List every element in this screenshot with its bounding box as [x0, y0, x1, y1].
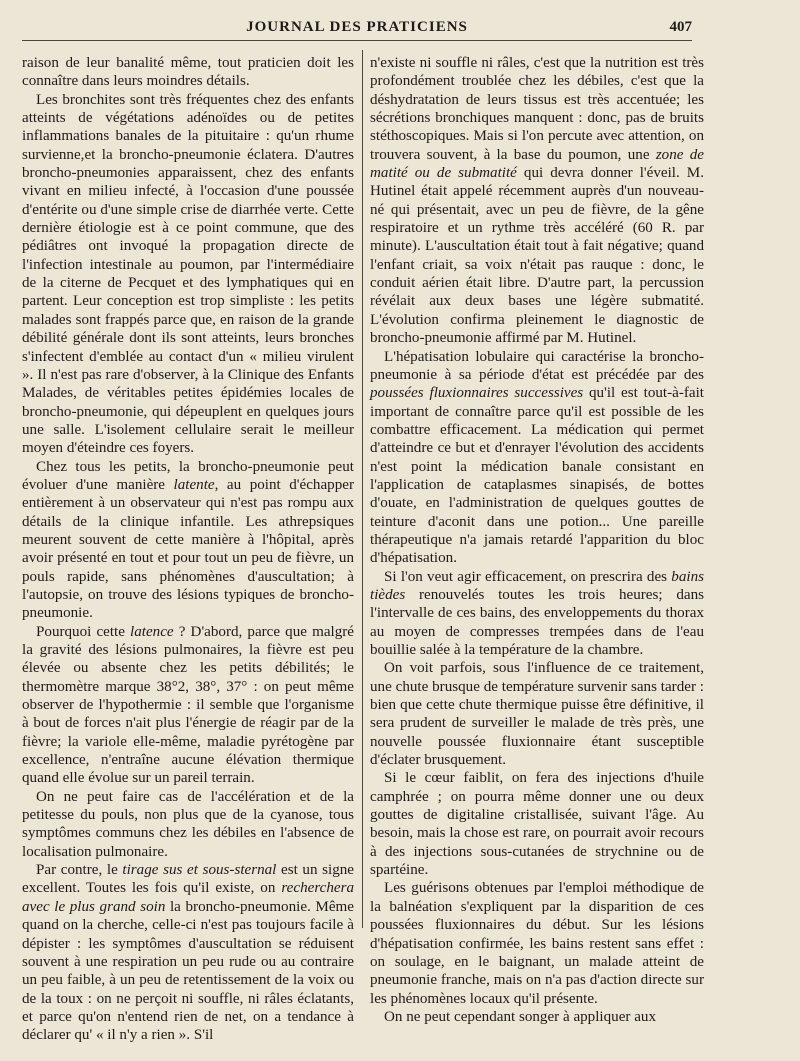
running-header — [22, 14, 692, 41]
text-run: L'hépatisation lobulaire qui caractérise la broncho-pneumonie à sa période d'état est précédée par des — [370, 348, 704, 383]
text-run: , au point d'échapper entièrement à un observateur qui n'est pas rompu aux détails de la clinique infantile. Les athrepsiques meurent souvent de cette manière à l'hôpital, après avoir présenté en tout et pour tout un peu de fièvre, un pouls rapide, sans phénomènes d'auscultation; à l'autopsie, on trouve des lésions typiques de broncho-pneumonie. — [22, 476, 354, 622]
italic-term: poussées fluxionnaires successives — [370, 385, 584, 402]
paragraph — [22, 458, 354, 623]
italic-term: latence — [130, 623, 174, 640]
paragraph: Les guérisons obtenues par l'emploi méthodique de la balnéation s'expliquent par la disparition de ces poussées fluxionnaires du début. Sur les lésions d'hépatisation confirmée, les bains restent sans effet : on soulage, en le baignant, un malade atteint de pneumonie franche, mais on n'a pas d'action directe sur les phénomènes locaux qu'il présente. — [370, 880, 704, 1007]
text-run: n'existe ni souffle ni râles, c'est que la nutrition est très profondément troublée chez les débiles, c'est que la déshydratation de leurs tissus est très accentuée; les sécrétions bronchiques manquent : donc, pas de bruits stéthoscopiques. Mais si l'on percute avec attention, on trouvera souvent, à la base du poumon, une — [370, 55, 704, 163]
text-run: Par contre, le — [36, 862, 123, 879]
paragraph: raison de leur banalité même, tout praticien doit les connaître dans leurs moindres détails. — [22, 55, 354, 90]
text-run: qu'il est tout-à-fait important de connaître parce qu'il est possible de les combattre efficacement. La médication qui permet d'atteindre ce but et d'enrayer l'évolution des accidents n'est point la médication banale consistant en l'application de cataplasmes sinapisés, de bottes d'ouate, en l'administration de quelques gouttes de teinture d'aconit dans une potion... Une pareille thérapeutique n'a jamais retardé l'apparition du bloc d'hépatisation. — [370, 385, 704, 567]
text-run: qui devra donner l'éveil. M. Hutinel était appelé récemment auprès d'un nouveau-né qui présentait, avec un peu de fièvre, de la gêne respiratoire et un rythme très accéléré (60 R. par minute). L'auscultation était tout à fait négative; quand l'enfant criait, sa voix n'était pas rauque : donc, le conduit aérien était libre. D'autre part, la percussion révélait aux deux bases une légère submatité. L'évolution confirma pleinement le diagnostic de broncho-pneumonie affirmé par M. Hutinel. — [370, 165, 704, 347]
running-title: JOURNAL DES PRATICIENS — [246, 19, 468, 35]
text-run: Pourquoi cette — [36, 623, 131, 640]
paragraph — [22, 623, 354, 788]
italic-term: latente — [173, 476, 215, 493]
column-divider — [362, 50, 363, 928]
text-run: Chez tous les petits, la broncho-pneumonie peut évoluer d'une manière — [22, 458, 354, 493]
italic-term: zone de matité ou de submatité — [370, 146, 705, 182]
page-number: 407 — [669, 19, 692, 35]
text-run: Si l'on veut agir efficacement, on prescrira des — [384, 568, 672, 585]
text-run: renouvelés toutes les trois heures; dans l'intervalle de ces bains, des enveloppements du thorax au moyen de compresses trempées dans de l'eau bouillie salée à la température de la chambre. — [370, 586, 704, 658]
text-run: ? D'abord, parce que malgré la gravité des lésions pulmonaires, la fièvre est peu élevée ou absente chez les petits débilités; le thermomètre marque 38°2, 38°, 37° : on peut même observer de l'hypothermie : il semble que l'organisme à bout de forces n'ait plus l'énergie de réagir par de la fièvre; la variole elle-même, maladie pyrétogène par excellence, n'entraîne aucune élévation thermique quand elle évolue sur un pareil terrain. — [22, 623, 354, 787]
left-column — [22, 54, 354, 1045]
paragraph: On ne peut faire cas de l'accélération et de la petitesse du pouls, non plus que de la cyanose, tous symptômes communs chez les débiles en l'absence de localisation pulmonaire. — [22, 788, 354, 860]
paragraph — [370, 54, 704, 348]
paragraph — [370, 348, 704, 568]
text-run: la broncho-pneumonie. Même quand on la cherche, celle-ci n'est pas toujours facile à dépister : les symptômes d'auscultation se réduisent souvent à une respiration un peu rude ou au contraire un peu faible, à un peu de retentissement de la voix ou de la toux : on ne perçoit ni souffle, ni râles éclatants, et parce qu'on n'entend rien de net, on a tendance à déclarer qu' « il n'y a rien ». S'il — [22, 898, 354, 1044]
paragraph — [370, 568, 704, 660]
paragraph: On ne peut cependant songer à appliquer aux — [384, 1008, 657, 1025]
paragraph: Les bronchites sont très fréquentes chez des enfants atteints de végétations adénoïdes ou de petites inflammations banales de la pituitaire : qu'un rhume survienne,et la broncho-pneumonie éclatera. D'autres broncho-pneumonies apparaissent, chez des enfants vivant en milieu infecté, à l'occasion d'une poussée d'entérite ou d'une simple crise de diarrhée verte. Cette dernière étiologie est à ce point commune, que des pédiâtres ont invoqué la propagation directe de l'infection intestinale au poumon, par l'intermédiaire de la citerne de Pecquet et des lymphatiques qui en partent. Leur conception est trop simpliste : les petits malades sont frappés parce que, en raison de la grande débilité générale dont ils sont atteints, leurs bronches s'infectent d'emblée au contact d'un « milieu virulent ». Il n'est pas rare d'observer, à la Clinique des Enfants Malades, de véritables petites épidémies locales de broncho-pneumonie, qui dépeuplent en quelques jours une salle. L'isolement cellulaire serait le meilleur moyen d'éteindre ces foyers. — [22, 91, 354, 457]
paragraph: On voit parfois, sous l'influence de ce traitement, une chute brusque de température survenir sans tarder : bien que cette chute thermique puisse être définitive, il sera prudent de surveiller le malade de très près, une nouvelle poussée fluxionnaire étant susceptible d'éclater brusquement. — [370, 660, 704, 769]
paragraph — [22, 861, 354, 1044]
text-run: est un signe excellent. Toutes les fois qu'il existe, on — [22, 862, 355, 897]
italic-term: tirage sus et sous-sternal — [122, 862, 277, 879]
paragraph: Si le cœur faiblit, on fera des injections d'huile camphrée ; on pourra même donner une ou deux gouttes de digitaline cristallisée, suivant l'âge. Au besoin, mais la chose est rare, on pourrait avoir recours à des injections sous-cutanées de strychnine ou de spartéine. — [370, 770, 704, 879]
italic-term: recherchera avec le plus grand soin — [22, 880, 354, 915]
italic-term: bains tièdes — [370, 568, 704, 603]
right-column — [370, 54, 704, 1026]
